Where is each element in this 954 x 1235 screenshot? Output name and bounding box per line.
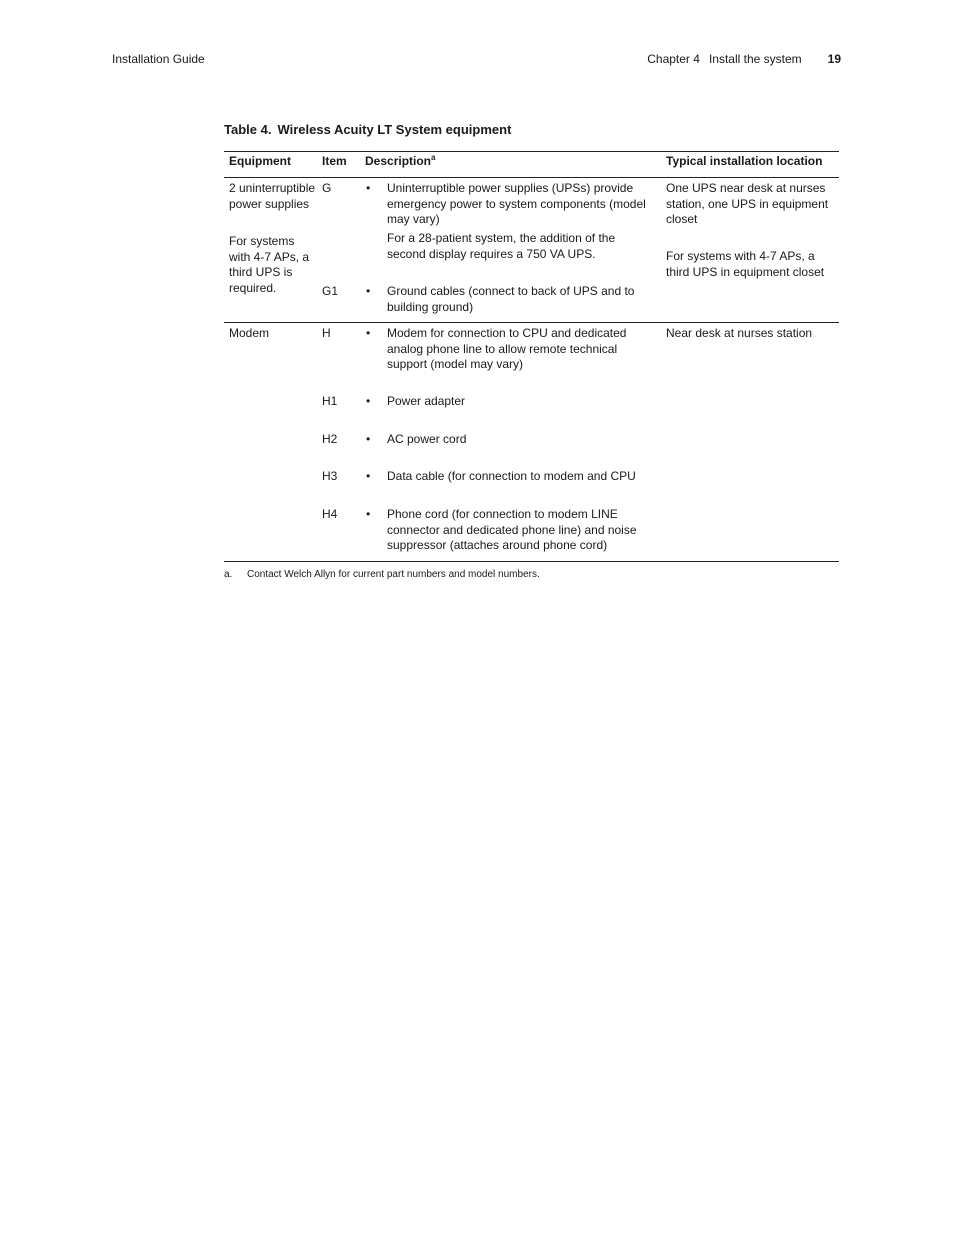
description-h2: AC power cord (387, 432, 467, 446)
description-h3: Data cable (for connection to modem and CPU (387, 469, 636, 483)
bullet: • (366, 507, 371, 521)
running-header-title: Installation Guide (112, 52, 205, 66)
item-h2: H2 (322, 432, 338, 446)
column-header-item: Item (322, 154, 347, 168)
running-header-chapter (647, 52, 841, 66)
ups-location: One UPS near desk at nurses station, one UPS in equipment closet (666, 181, 829, 226)
bullet: • (366, 432, 371, 446)
table-label: Table 4. (224, 122, 272, 137)
bullet: • (366, 181, 371, 195)
description-header-text: Description (365, 154, 432, 168)
table-top-rule (224, 151, 839, 152)
ups-equipment-note: For systems with 4-7 APs, a third UPS is required. (229, 234, 310, 295)
ups-equipment: 2 uninterruptible power supplies (229, 181, 316, 211)
table-caption (224, 122, 511, 137)
ups-location-note: For systems with 4-7 APs, a third UPS in equipment closet (666, 249, 825, 279)
column-header-description (365, 154, 435, 170)
item-h: H (322, 326, 331, 340)
footnote-mark: a. (224, 569, 233, 580)
bullet: • (366, 394, 371, 408)
footnote-reference: a (431, 153, 436, 162)
table-header-rule (224, 177, 839, 178)
item-h3: H3 (322, 469, 338, 483)
column-header-location: Typical installation location (666, 154, 823, 168)
column-header-equipment: Equipment (229, 154, 291, 168)
table-row-divider (224, 322, 839, 323)
description-h: Modem for connection to CPU and dedicated analog phone line to allow remote technical support (model may vary) (387, 326, 627, 371)
item-g1: G1 (322, 284, 339, 298)
bullet: • (366, 469, 371, 483)
bullet: • (366, 326, 371, 340)
item-h1: H1 (322, 394, 338, 408)
modem-equipment: Modem (229, 326, 270, 340)
item-g: G (322, 181, 332, 195)
footnote-text: Contact Welch Allyn for current part numbers and model numbers. (247, 569, 540, 580)
page-number: 19 (827, 52, 841, 66)
table-bottom-rule (224, 561, 839, 562)
description-g-note: For a 28-patient system, the addition of the second display requires a 750 VA UPS. (387, 231, 616, 261)
description-g1: Ground cables (connect to back of UPS and to building ground) (387, 284, 635, 314)
item-h4: H4 (322, 507, 338, 521)
description-h4: Phone cord (for connection to modem LINE connector and dedicated phone line) and noise suppressor (attaches around phone cord) (387, 507, 637, 552)
table-title: Wireless Acuity LT System equipment (277, 122, 512, 137)
description-g: Uninterruptible power supplies (UPSs) provide emergency power to system components (model may vary) (387, 181, 646, 226)
modem-location: Near desk at nurses station (666, 326, 813, 340)
chapter-number: Chapter 4 (647, 52, 700, 66)
description-h1: Power adapter (387, 394, 466, 408)
bullet: • (366, 284, 371, 298)
chapter-title: Install the system (708, 52, 802, 66)
